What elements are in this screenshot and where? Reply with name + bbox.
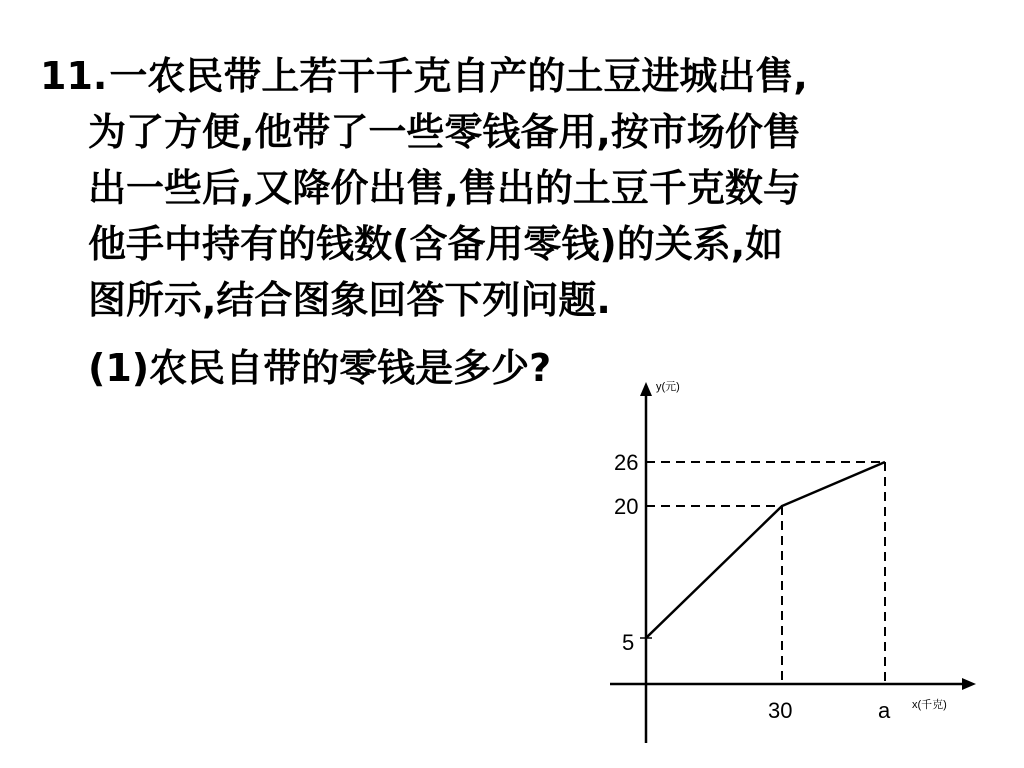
problem-line-4: 他手中持有的钱数(含备用零钱)的关系,如 [88, 222, 784, 266]
problem-number: 11. [40, 54, 108, 98]
y-tick-5: 5 [622, 630, 635, 655]
x-axis-label: x(千克) [912, 699, 947, 711]
money-curve [646, 462, 885, 638]
x-tick-30: 30 [768, 698, 793, 723]
problem-line-1: 11.一农民带上若干千克自产的土豆进城出售, [40, 54, 808, 98]
problem-line-5: 图所示,结合图象回答下列问题. [88, 278, 611, 322]
problem-line-2: 为了方便,他带了一些零钱备用,按市场价售 [88, 110, 801, 154]
y-tick-26: 26 [614, 450, 639, 475]
problem-text [40, 48, 1000, 396]
question-1: (1)农民自带的零钱是多少? [88, 346, 552, 390]
y-axis-arrow [640, 382, 652, 396]
x-axis-arrow [962, 678, 976, 690]
y-axis-label: y(元) [656, 381, 680, 393]
x-tick-a: a [878, 698, 891, 723]
problem-line-3: 出一些后,又降价出售,售出的土豆千克数与 [88, 166, 801, 210]
function-graph [600, 368, 980, 743]
y-tick-20: 20 [614, 494, 639, 519]
